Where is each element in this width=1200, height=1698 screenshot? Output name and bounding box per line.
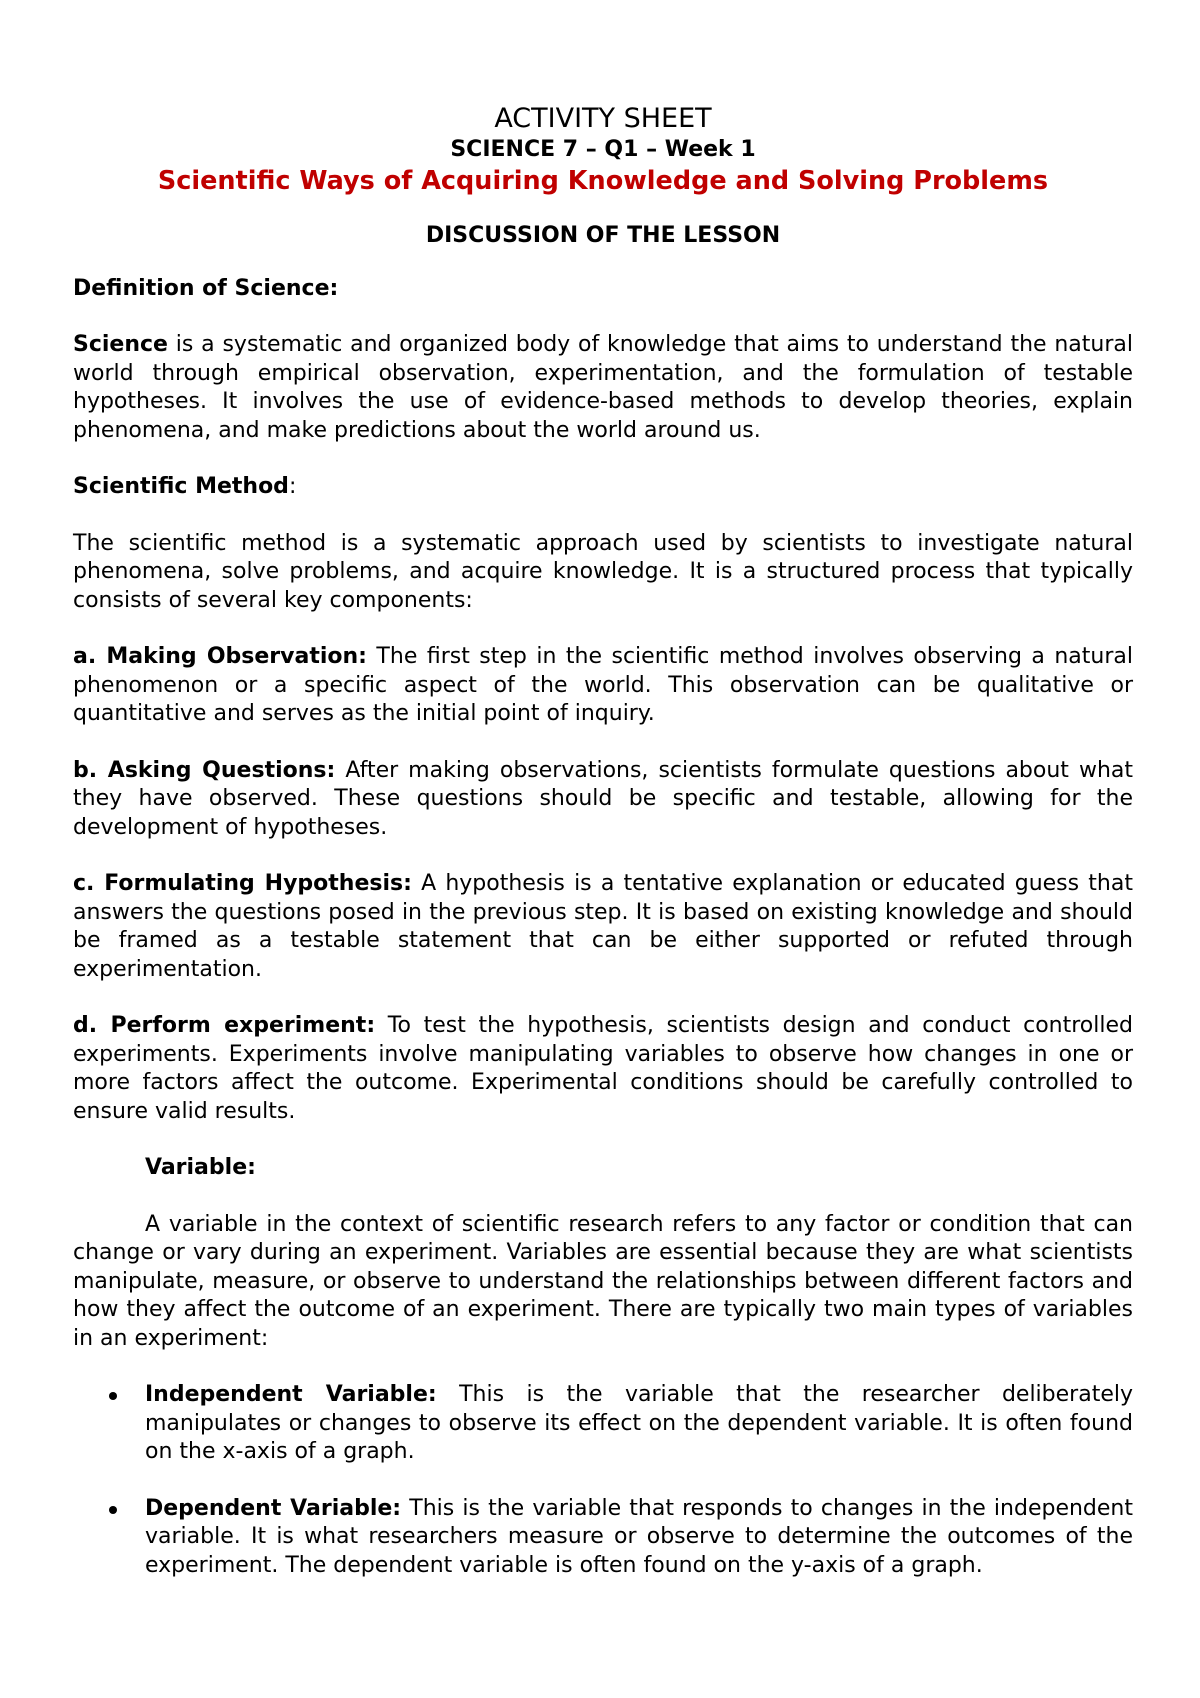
page-title: ACTIVITY SHEET bbox=[494, 103, 712, 134]
list-item: Independent Variable: This is the variable that the researcher deliberately manipulates or changes to observe its effect on the dependent variable. It is often found on the x-axis of a graph. bbox=[73, 1381, 1133, 1467]
definition-term: Science bbox=[73, 332, 168, 357]
variable-types-list bbox=[73, 1381, 1133, 1580]
variable-heading: Variable: bbox=[145, 1155, 256, 1180]
bullet-icon bbox=[109, 1392, 117, 1400]
document-content bbox=[73, 102, 1133, 1580]
step-a: a. Making Observation: The first step in the scientific method involves observing a natural phenomenon or a specific aspect of the world. This observation can be qualitative or quantitative and serves as the initial point of inquiry. bbox=[73, 644, 1133, 726]
bullet-icon bbox=[109, 1506, 117, 1514]
variable-paragraph: A variable in the context of scientific research refers to any factor or condition that can change or vary during an experiment. Variables are essential because they are what scientists manipulate, measure, or observe to understand the relationships between different factors and how they affect the outcome of an experiment. There are typically two main types of variables in an experiment: bbox=[73, 1211, 1133, 1351]
method-heading: Scientific Method: bbox=[73, 474, 297, 499]
definition-heading: Definition of Science: bbox=[73, 275, 339, 301]
step-d: d. Perform experiment: To test the hypothesis, scientists design and conduct controlled experiments. Experiments involve manipulating variables to observe how changes in one or more factors affect the outcome. Experimental conditions should be carefully controlled to ensure valid results. bbox=[73, 1013, 1133, 1124]
definition-paragraph: Science is a systematic and organized body of knowledge that aims to understand the natural world through empirical observation, experimentation, and the formulation of testable hypotheses. It involves the use of evidence-based methods to develop theories, explain phenomena, and make predictions about the world around us. bbox=[73, 332, 1133, 443]
list-item: Dependent Variable: This is the variable that responds to changes in the independent variable. It is what researchers measure or observe to determine the outcomes of the experiment. The dependent variable is often found on the y-axis of a graph. bbox=[73, 1495, 1133, 1581]
page-subtitle: SCIENCE 7 – Q1 – Week 1 bbox=[450, 137, 756, 162]
lesson-headline: Scientific Ways of Acquiring Knowledge and Solving Problems bbox=[157, 166, 1049, 196]
method-intro: The scientific method is a systematic approach used by scientists to investigate natural phenomena, solve problems, and acquire knowledge. It is a structured process that typically consists of several key components: bbox=[73, 530, 1133, 613]
section-heading: DISCUSSION OF THE LESSON bbox=[425, 223, 781, 248]
step-c: c. Formulating Hypothesis: A hypothesis is a tentative explanation or educated guess that answers the questions posed in the previous step. It is based on existing knowledge and should be framed as a testable statement that can be either supported or refuted through experimentation. bbox=[73, 871, 1133, 982]
step-b: b. Asking Questions: After making observations, scientists formulate questions about what they have observed. These questions should be specific and testable, allowing for the development of hypotheses. bbox=[73, 757, 1133, 840]
